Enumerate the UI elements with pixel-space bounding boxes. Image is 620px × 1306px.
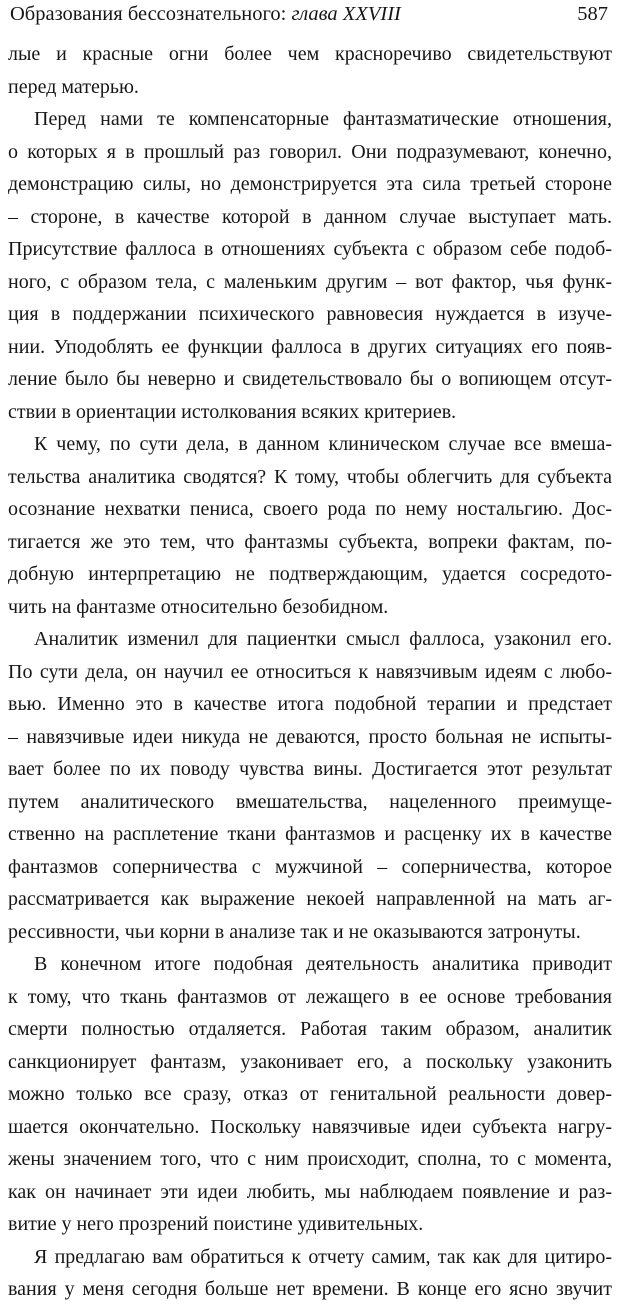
text-line: ствии в ориентации истолкования всяких критериев. — [8, 400, 457, 423]
text-line: нии. Уподоблять ее функции фаллоса в других ситуациях его появ- — [8, 335, 612, 358]
text-line: ление было бы неверно и свидетельствовало бы о вопиющем отсут- — [8, 368, 612, 390]
text-line: тигается же это тем, что фантазмы субъекта, вопреки фактам, по- — [8, 530, 612, 553]
text-line: смерти полностью отдаляется. Работая таким образом, аналитик — [8, 1018, 612, 1040]
paragraph — [8, 948, 612, 1241]
text-line: как он начинает эти идеи любить, мы наблюдаем появление и раз- — [8, 1180, 612, 1203]
paragraph — [8, 103, 612, 428]
text-line: Аналитик изменил для пациентки смысл фаллоса, узаконил его. — [34, 628, 612, 650]
text-line: чить на фантазме относительно безобидном. — [8, 595, 389, 618]
running-header — [10, 0, 608, 30]
page-number: 587 — [577, 3, 608, 25]
text-line: ция в поддержании психического равновесия нуждается в изуче- — [8, 303, 612, 325]
text-line: ственно на расплетение ткани фантазмов и расценку их в качестве — [8, 823, 612, 845]
text-line: В конечном итоге подобная деятельность аналитика приводит — [34, 953, 612, 975]
text-line: демонстрацию силы, но демонстрируется эта сила третьей стороне — [8, 173, 612, 195]
text-line: Я предлагаю вам обратиться к отчету самим, так как для цитиро- — [34, 1245, 612, 1268]
text-line: фантазмов соперничества с мужчиной – соперничества, которое — [8, 855, 612, 878]
text-line: витие у него прозрений поистине удивительных. — [8, 1213, 424, 1235]
text-line: – стороне, в качестве которой в данном случае выступает мать. — [8, 205, 612, 228]
chapter-title — [10, 0, 401, 28]
text-line: лые и красные огни более чем красноречиво свидетельствуют — [8, 43, 612, 65]
text-line: Присутствие фаллоса в отношениях субъекта с образом себе подоб- — [8, 238, 612, 260]
text-line: рассматривается как выражение некоей направленной на мать аг- — [8, 888, 612, 910]
text-line: тельства аналитика сводятся? К тому, чтобы облегчить для субъекта — [8, 465, 612, 488]
text-line: рессивности, чьи корни в анализе так и не оказываются затронуты. — [8, 920, 581, 943]
text-line: путем аналитического вмешательства, нацеленного преимуще- — [8, 790, 612, 813]
text-line: перед матерью. — [8, 75, 139, 98]
body-text — [8, 38, 612, 1306]
text-line: шается окончательно. Поскольку навязчивые идеи субъекта нагру- — [8, 1115, 612, 1138]
paragraph — [8, 38, 612, 103]
text-line: – навязчивые идеи никуда не деваются, просто больная не испыты- — [8, 725, 612, 748]
paragraph — [8, 623, 612, 948]
text-line: к тому, что ткань фантазмов от лежащего в ее основе требования — [8, 985, 612, 1008]
text-line: Перед нами те компенсаторные фантазматические отношения, — [34, 108, 612, 130]
text-line: вания у меня сегодня больше нет времени. В конце его ясно звучит — [8, 1278, 612, 1300]
text-line: По сути дела, он научил ее относиться к навязчивым идеям с любо- — [8, 660, 612, 683]
text-line: вью. Именно это в качестве итога подобной терапии и предстает — [8, 693, 612, 715]
text-line: осознание нехватки пениса, своего рода по нему ностальгию. Дос- — [8, 498, 612, 520]
paragraph — [8, 428, 612, 623]
text-line: добную интерпретацию не подтверждающим, удается сосредото- — [8, 563, 612, 585]
text-line: можно только все сразу, отказ от генитальной реальности довер- — [8, 1083, 612, 1105]
text-line: о которых я в прошлый раз говорил. Они подразумевают, конечно, — [8, 140, 612, 163]
chapter-title-italic: глава XXVIII — [291, 3, 401, 25]
chapter-title-regular: Образования бессознательного: — [10, 3, 292, 25]
text-line: ного, с образом тела, с маленьким другим – вот фактор, чья функ- — [8, 270, 612, 293]
text-line: вает более по их поводу чувства вины. Достигается этот результат — [8, 758, 612, 780]
text-line: жены значением того, что с ним происходит, сполна, то с момента, — [8, 1148, 612, 1170]
text-line: К чему, по сути дела, в данном клиническом случае все вмеша- — [34, 433, 612, 455]
paragraph — [8, 1241, 612, 1306]
text-line: санкционирует фантазм, узаконивает его, а поскольку узаконить — [8, 1050, 612, 1073]
